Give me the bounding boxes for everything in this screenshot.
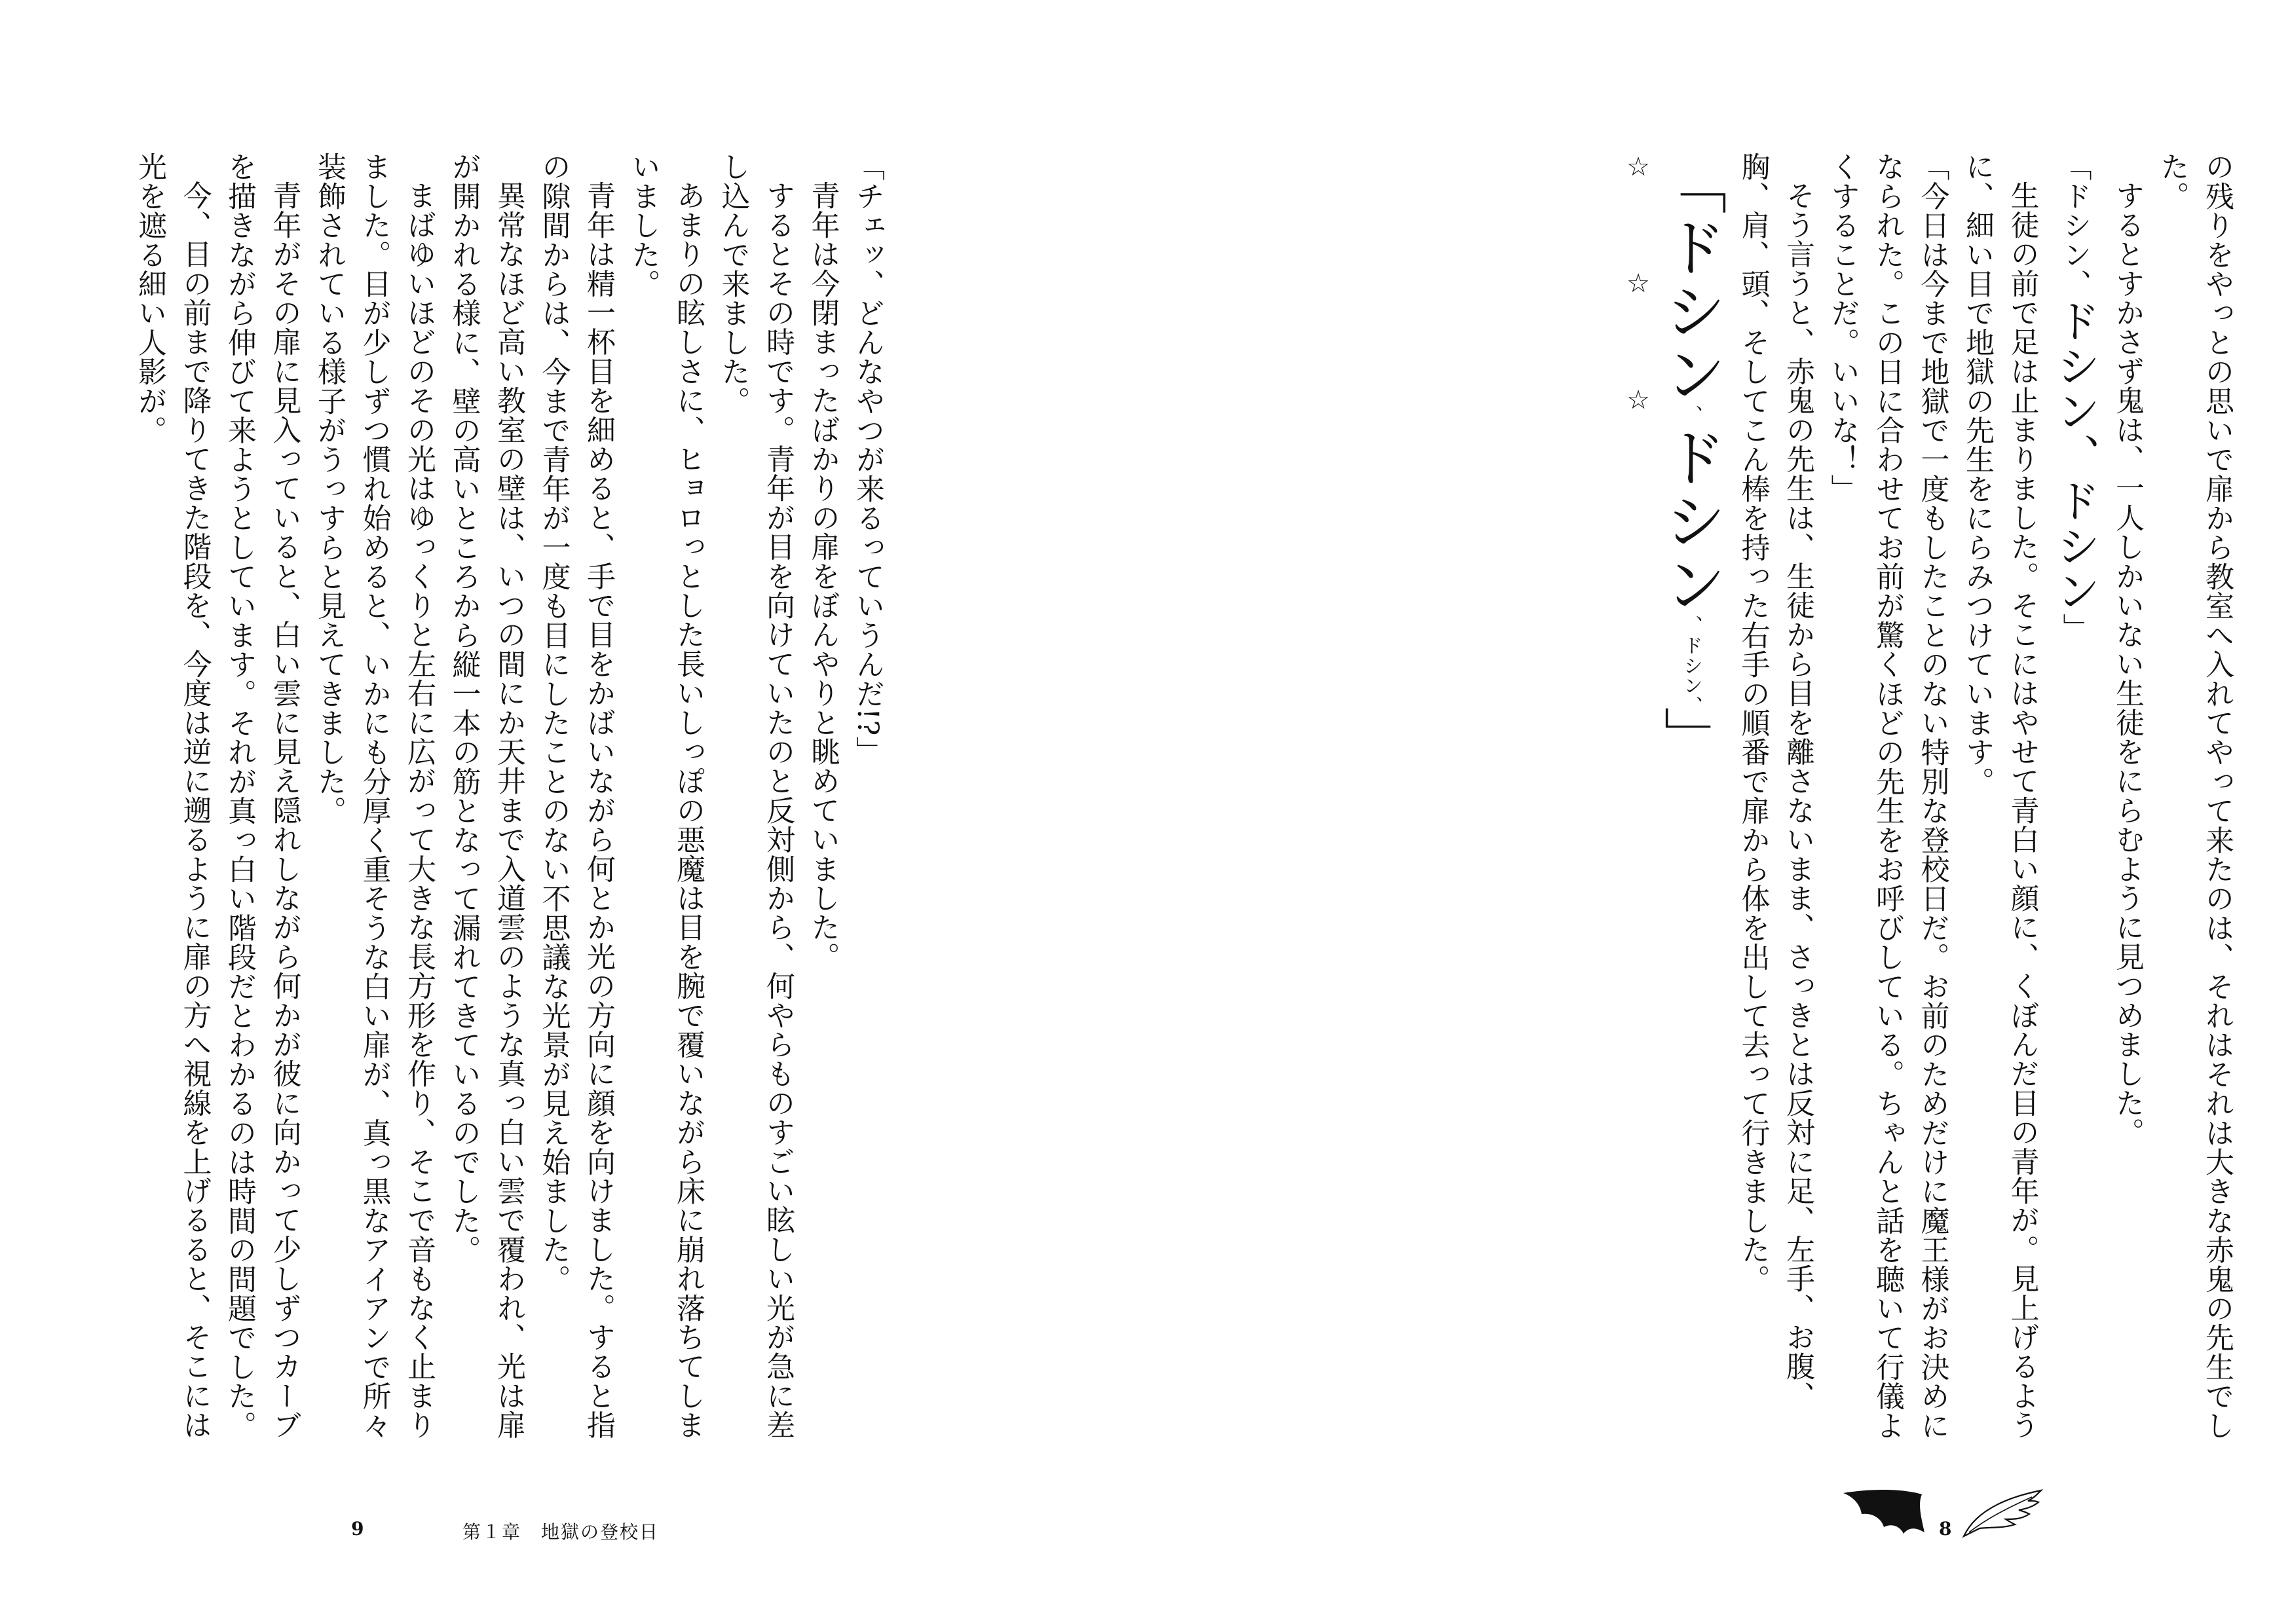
- paragraph: 今、目の前まで降りてきた階段を、今度は逆に遡るように扉の方へ視線を上げるると、そこには光を遮る細い人影が。: [133, 152, 212, 1440]
- onomatopoeia-footsteps: 「ドシン、ドシン、ドシン」: [2048, 152, 2101, 643]
- dialogue-quote: 「チェッ、どんなやつが来るっていうんだ!?」: [851, 152, 884, 766]
- paragraph: 青年は今閉まったばかりの扉をぼんやりと眺めていました。: [806, 181, 840, 971]
- paragraph: 青年は精一杯目を細めると、手で目をかばいながら何とか光の方向に顔を向けました。すると指の隙間からは、今まで青年が一度も目にしたことのない不思議な光景が見え始ました。: [536, 152, 615, 1440]
- paragraph: 生徒の前で足は止まりました。そこにはやせて青白い顔に、くぼんだ目の青年が。見上げるように、細い目で地獄の先生をにらみつけています。: [1961, 152, 2039, 1440]
- scene-break-stars: ☆☆☆: [1623, 152, 1653, 502]
- paragraph: あまりの眩しさに、ヒョロっとした長いしっぽの悪魔は目を腕で覆いながら床に崩れ落ちてしまいました。: [626, 152, 705, 1440]
- paragraph: 異常なほど高い教室の壁は、いつの間にか天井まで入道雲のような真っ白い雲で覆われ、光は扉が開かれる様に、壁の高いところから縦一本の筋となって漏れてきているのでした。: [447, 152, 525, 1440]
- dialogue-quote: 「今日は今まで地獄で一度もしたことのない特別な登校日だ。お前のためだけに魔王様がお決めになられた。この日に合わせてお前が驚くほどの先生をお呼びしている。ちゃんと話を聴いて行儀よくすることだ。いいな！」: [1826, 152, 1949, 1440]
- page-8: [1145, 0, 2290, 1624]
- paragraph: するとすかさず鬼は、一人しかいない生徒をにらむように見つめました。: [2111, 181, 2144, 1147]
- paragraph: そう言うと、赤鬼の先生は、生徒から目を離さないまま、さっきとは反対に足、左手、お腹、胸、肩、頭、そしてこん棒を持った右手の順番で扉から体を出して去って行きました。: [1736, 152, 1814, 1411]
- page-9-body-text: [123, 152, 890, 1442]
- page-number: 9: [351, 1518, 364, 1540]
- page-number: 8: [1939, 1518, 1952, 1540]
- paragraph: まばゆいほどのその光はゆっくりと左右に広がって大きな長方形を作り、そこで音もなく止まりました。目が少しずつ慣れ始めると、いかにも分厚く重そうな白い扉が、真っ黒なアイアンで所々装飾されている様子がうっすらと見えてきました。: [312, 152, 436, 1440]
- paragraph: 青年がその扉に見入っていると、白い雲に見え隠れしながら何かが彼に向かって少しずつカーブを描きながら伸びて来ようとしています。それが真っ白い階段だとわかるのは時間の問題でした。: [223, 152, 301, 1440]
- paragraph: するとその時です。青年が目を向けていたのと反対側から、何やらものすごい眩しい光が急に差し込んで来ました。: [716, 152, 795, 1440]
- paragraph: の残りをやっとの思いで扉から教室へ入れてやって来たのは、それはそれは大きな赤鬼の先生でした。: [2155, 152, 2234, 1440]
- bat-wing-icon: [1841, 1486, 1926, 1539]
- page-8-body-text: [1597, 152, 2239, 1442]
- onomatopoeia-footsteps-large: 「ドシン、ドシン、ドシン、」: [1654, 152, 1727, 769]
- running-head-chapter: 第１章 地獄の登校日: [462, 1521, 660, 1543]
- feather-wing-icon: [1960, 1486, 2045, 1539]
